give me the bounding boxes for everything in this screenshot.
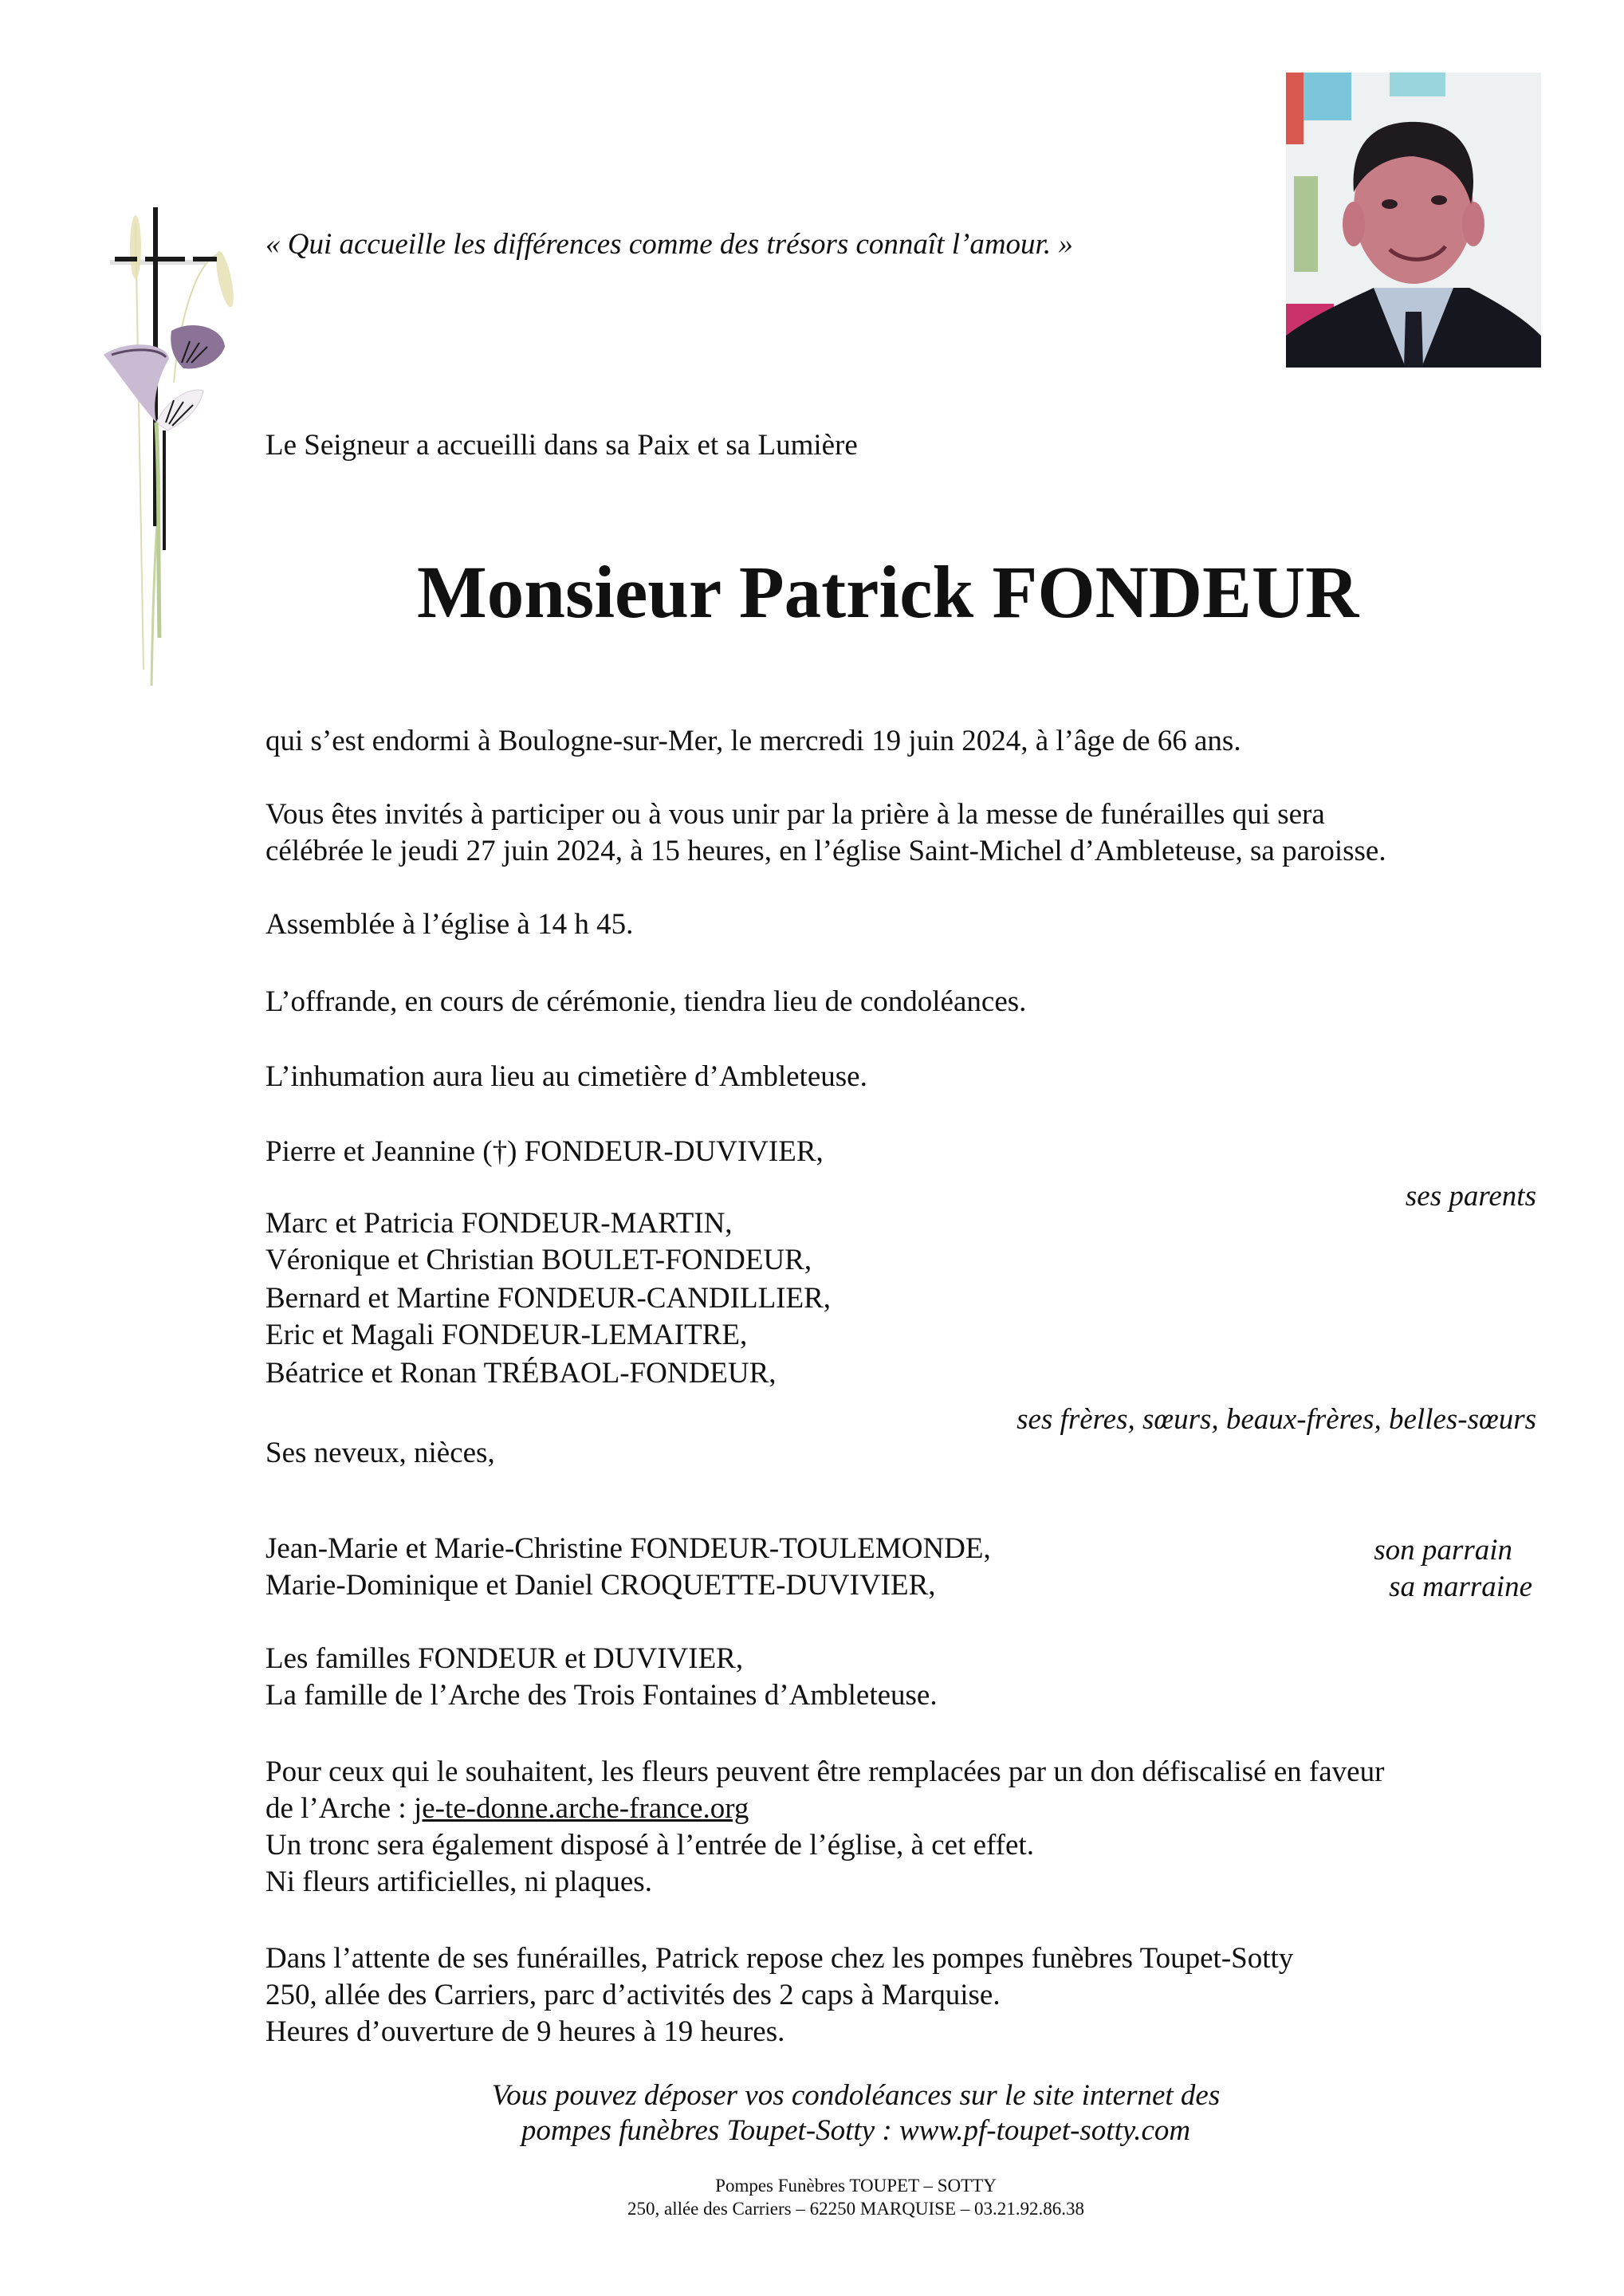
godparent-line: Marie-Dominique et Daniel CROQUETTE-DUVIVIER, — [265, 1569, 936, 1602]
invitation-line-2: célébrée le jeudi 27 juin 2024, à 15 heures, en l’église Saint-Michel d’Ambleteuse, sa paroisse. — [265, 835, 1386, 867]
sibling-line: Bernard et Martine FONDEUR-CANDILLIER, — [265, 1282, 832, 1315]
donation-line-2 — [265, 1791, 749, 1827]
sibling-line: Béatrice et Ronan TRÉBAOL-FONDEUR, — [265, 1357, 777, 1390]
parents-label: ses parents — [1405, 1180, 1536, 1213]
web-notice-line-2: pompes funèbres Toupet-Sotty : www.pf-toupet-sotty.com — [521, 2114, 1191, 2147]
donation-link[interactable]: je-te-donne.arche-france.org — [413, 1792, 749, 1825]
death-announcement: qui s’est endormi à Boulogne-sur-Mer, le mercredi 19 juin 2024, à l’âge de 66 ans. — [265, 725, 1241, 757]
sibling-line: Eric et Magali FONDEUR-LEMAITRE, — [265, 1319, 748, 1351]
portrait-photo — [1286, 73, 1541, 368]
footer-address: 250, allée des Carriers – 62250 MARQUISE – 03.21.92.86.38 — [627, 2199, 1084, 2219]
deceased-name-title: Monsieur Patrick FONDEUR — [417, 552, 1359, 634]
burial-note: L’inhumation aura lieu au cimetière d’Ambleteuse. — [265, 1060, 867, 1093]
portrait-icon — [1286, 73, 1541, 368]
siblings-label: ses frères, sœurs, beaux-frères, belles-sœurs — [1016, 1403, 1536, 1436]
godparent-line: Jean-Marie et Marie-Christine FONDEUR-TOULEMONDE, — [265, 1532, 991, 1565]
assembly-time: Assemblée à l’église à 14 h 45. — [265, 908, 634, 941]
donation-line-4: Ni fleurs artificielles, ni plaques. — [265, 1866, 652, 1898]
resting-line: 250, allée des Carriers, parc d’activités des 2 caps à Marquise. — [265, 1979, 1001, 2011]
footer-company: Pompes Funèbres TOUPET – SOTTY — [715, 2176, 997, 2196]
sibling-line: Marc et Patricia FONDEUR-MARTIN, — [265, 1207, 733, 1240]
families-line: La famille de l’Arche des Trois Fontaines d’Ambleteuse. — [265, 1679, 938, 1712]
sibling-line: Véronique et Christian BOULET-FONDEUR, — [265, 1244, 812, 1276]
resting-line: Dans l’attente de ses funérailles, Patrick repose chez les pompes funèbres Toupet-Sotty — [265, 1942, 1294, 1975]
donation-prefix: de l’Arche : — [265, 1792, 414, 1825]
godmother-label: sa marraine — [1389, 1571, 1532, 1603]
web-notice-line-1: Vous pouvez déposer vos condoléances sur le site internet des — [491, 2079, 1221, 2112]
godfather-label: son parrain — [1374, 1534, 1512, 1567]
families-line: Les familles FONDEUR et DUVIVIER, — [265, 1642, 744, 1675]
donation-line-3: Un tronc sera également disposé à l’entrée de l’église, à cet effet. — [265, 1829, 1034, 1862]
epigraph-quote: « Qui accueille les différences comme des trésors connaît l’amour. » — [265, 228, 1073, 261]
wheat-icon — [130, 215, 237, 686]
cross-lily-illustration — [80, 191, 239, 694]
invitation-line-1: Vous êtes invités à participer ou à vous unir par la prière à la messe de funérailles qui sera — [265, 798, 1325, 831]
intro-text: Le Seigneur a accueilli dans sa Paix et sa Lumière — [265, 429, 858, 462]
offering-note: L’offrande, en cours de cérémonie, tiendra lieu de condoléances. — [265, 985, 1027, 1018]
donation-line-1: Pour ceux qui le souhaitent, les fleurs peuvent être remplacées par un don défiscalisé en faveur — [265, 1755, 1385, 1788]
nephews-line: Ses neveux, nièces, — [265, 1437, 495, 1469]
resting-line: Heures d’ouverture de 9 heures à 19 heures. — [265, 2015, 785, 2048]
parents-names: Pierre et Jeannine (†) FONDEUR-DUVIVIER, — [265, 1135, 824, 1168]
